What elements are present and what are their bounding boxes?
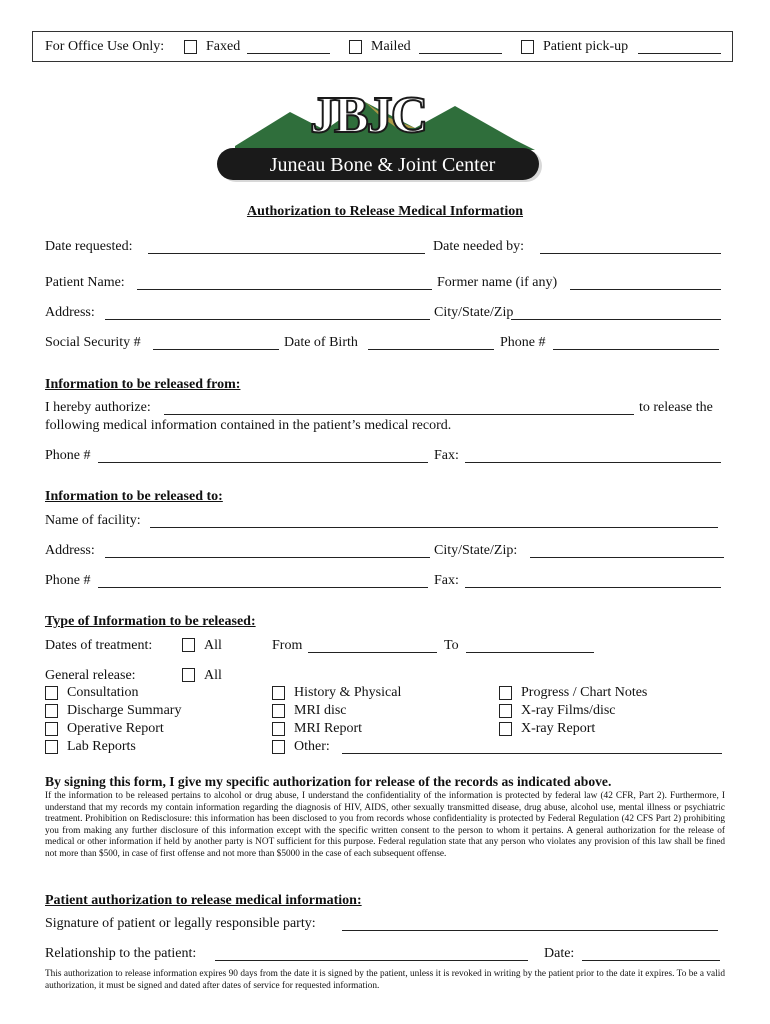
footer-note: This authorization to release information expires 90 days from the date it is signed by the patient, unless it is revoked in writing by the patient prior to the date it expires. To be a valid authorization, it must be signed and dated after dates of service for requested information. [45,969,725,991]
general-all-checkbox[interactable] [182,668,195,682]
date-requested-label: Date requested: [45,239,133,254]
date-needed-field[interactable] [540,253,721,254]
ssn-field[interactable] [153,349,279,350]
other-checkbox[interactable] [272,740,285,754]
patient-phone-field[interactable] [553,349,719,350]
operative-report-checkbox[interactable] [45,722,58,736]
discharge-summary-label: Discharge Summary [67,703,182,718]
xray-films-checkbox[interactable] [499,704,512,718]
consultation-checkbox[interactable] [45,686,58,700]
patient-address-label: Address: [45,305,95,320]
sign-date-field[interactable] [582,960,720,961]
from-phone-label: Phone # [45,448,91,463]
to-address-label: Address: [45,543,95,558]
relationship-field[interactable] [215,960,528,961]
relationship-label: Relationship to the patient: [45,946,197,961]
progress-notes-label: Progress / Chart Notes [521,685,648,700]
patient-city-field[interactable] [511,319,721,320]
former-name-label: Former name (if any) [437,275,558,290]
sign-date-label: Date: [544,946,575,961]
mailed-label: Mailed [371,39,411,54]
lab-reports-label: Lab Reports [67,739,136,754]
former-name-field[interactable] [570,289,721,290]
authorize-label: I hereby authorize: [45,400,151,415]
consent-heading: By signing this form, I give my specific authorization for release of the records as indicated above. [45,774,612,789]
authorize-field[interactable] [164,414,634,415]
xray-report-label: X-ray Report [521,721,596,736]
from-date-label: From [272,638,303,653]
to-city-field[interactable] [530,557,724,558]
logo-name: Juneau Bone & Joint Center [269,154,496,176]
faxed-label: Faxed [206,39,241,54]
facility-field[interactable] [150,527,718,528]
dob-field[interactable] [368,349,494,350]
to-phone-field[interactable] [98,587,428,588]
discharge-summary-checkbox[interactable] [45,704,58,718]
mailed-checkbox[interactable] [349,40,362,54]
to-phone-label: Phone # [45,573,91,588]
logo-letters: JBJC [310,87,427,144]
mri-report-label: MRI Report [294,721,363,736]
faxed-line[interactable] [247,53,330,54]
mri-report-checkbox[interactable] [272,722,285,736]
to-city-label: City/State/Zip: [434,543,518,558]
to-date-label: To [444,638,459,653]
ssn-label: Social Security # [45,335,141,350]
jbjc-logo [215,88,550,188]
signature-field[interactable] [342,930,718,931]
patient-pickup-line[interactable] [638,53,721,54]
facility-label: Name of facility: [45,513,141,528]
released-from-heading: Information to be released from: [45,377,241,392]
release-the-text: to release the [639,400,713,415]
to-date-field[interactable] [466,652,594,653]
consent-body: If the information to be released pertains to alcohol or drug abuse, I understand the confidentiality of the information is protected by federal law (42 CFR, Part 2). Furthermore, I understand that my records my contain information regarding the diagnosis of HIV, AIDS, other sexually transmitted disease, drug abuse, alcohol use, mental illness or psychiatric treatment. Prohibition on Redisclosure: this information has been disclosed to you from records whose confidentiality is protected by Federal Regulation (42 CFS Part 2) prohibiting you from making any further disclosure of this information except with the specific written consent to the person to whom it pertains. A general authorization for the release of medical or other information if held by another party is NOT sufficient for this purpose. Federal regulation state that any person who violates any provision of this law shall be fined not more than $500, in case of first offense and not more than $5000 in the case of each subsequent offense. [45,791,725,859]
to-fax-label: Fax: [434,573,459,588]
history-physical-label: History & Physical [294,685,402,700]
patient-auth-heading: Patient authorization to release medical information: [45,893,362,908]
patient-name-label: Patient Name: [45,275,125,290]
to-address-field[interactable] [105,557,430,558]
xray-films-label: X-ray Films/disc [521,703,616,718]
operative-report-label: Operative Report [67,721,164,736]
general-release-label: General release: [45,668,136,683]
patient-pickup-label: Patient pick-up [543,39,629,54]
to-fax-field[interactable] [465,587,721,588]
patient-name-field[interactable] [137,289,432,290]
patient-address-field[interactable] [105,319,430,320]
released-to-heading: Information to be released to: [45,489,223,504]
patient-phone-label: Phone # [500,335,546,350]
patient-pickup-checkbox[interactable] [521,40,534,54]
mri-disc-checkbox[interactable] [272,704,285,718]
dates-treatment-label: Dates of treatment: [45,638,153,653]
history-physical-checkbox[interactable] [272,686,285,700]
following-text: following medical information contained in the patient’s medical record. [45,418,452,433]
other-field[interactable] [342,753,722,754]
dob-label: Date of Birth [284,335,358,350]
date-requested-field[interactable] [148,253,425,254]
dates-all-checkbox[interactable] [182,638,195,652]
faxed-checkbox[interactable] [184,40,197,54]
from-phone-field[interactable] [98,462,428,463]
progress-notes-checkbox[interactable] [499,686,512,700]
type-heading: Type of Information to be released: [45,614,256,629]
other-label: Other: [294,739,330,754]
lab-reports-checkbox[interactable] [45,740,58,754]
patient-city-label: City/State/Zip [434,305,514,320]
office-use-label: For Office Use Only: [45,39,165,54]
from-date-field[interactable] [308,652,437,653]
date-needed-label: Date needed by: [433,239,524,254]
signature-label: Signature of patient or legally responsible party: [45,916,316,931]
from-fax-field[interactable] [465,462,721,463]
xray-report-checkbox[interactable] [499,722,512,736]
dates-all-label: All [204,638,222,653]
mri-disc-label: MRI disc [294,703,347,718]
from-fax-label: Fax: [434,448,459,463]
general-all-label: All [204,668,222,683]
consultation-label: Consultation [67,685,139,700]
form-title: Authorization to Release Medical Information [246,204,524,219]
mailed-line[interactable] [419,53,502,54]
